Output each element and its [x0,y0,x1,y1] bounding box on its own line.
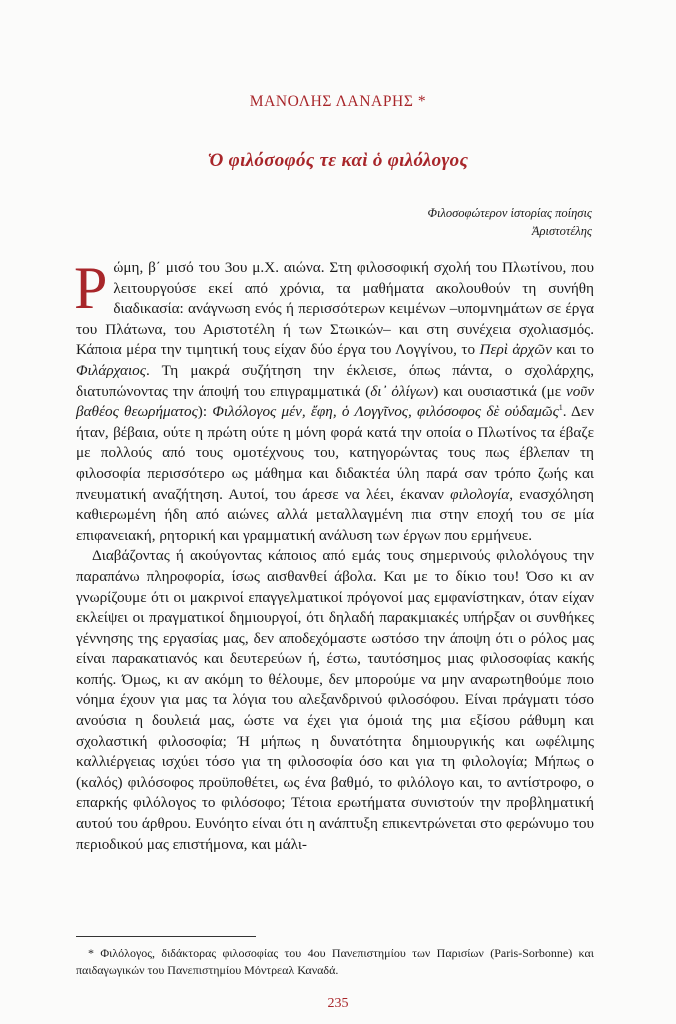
p1-italic-noun-batheos: νοῦν βαθέος θεωρήματος [76,382,594,421]
p1-text-8: ): [197,403,213,421]
paragraph-2: Διαβάζοντας ή ακούγοντας κάποιος από εμάς τους σημερινούς φιλολόγους την παραπάνω πληροφορία, ίσως αισθανθεί άβολα. Και με το δίκιο του! Όσο κι αν γνωρίζουμε ότι οι μακρινοί επαγγελματικοί πρόγονοί μας εμφανίστηκαν, όταν είχαν εκλείψει οι πραγματικοί δημιουργοί, ότι δηλαδή παρακμιακές υπήρξαν οι συνθήκες γέννησης της εργασίας μας, δεν αποδεχόμαστε ωστόσο την άποψη ότι ο ρόλος μας είναι παρακατιανός και δευτερεύων ή, έστω, ταυτόσημος μιας φιλοσοφίας κακής κοπής. Όμως, κι αν ακόμη το θέλουμε, δεν μπορούμε να μην αναρωτηθούμε ποιο νόημα έχουν για μας τα λόγια του αλεξανδρινού φιλοσόφου. Είναι πράγματι τόσο ανούσια η δουλειά μας, ώστε να έχει για όμοιά της μια εξίσου ράθυμη και σχολαστική φιλοσοφία; Ή μήπως η δυνατότητα δημιουργικής και ωφέλιμης καλλιέργειας ισχύει τόσο για τη φιλοσοφία όσο και για τη φιλολογία; Μήπως ο (καλός) φιλόσοφος προϋποθέτει, ως ένα βαθμό, το φιλόλογο και, το αντίστροφο, ο επαρκής φιλόλογος το φιλόσοφο; Τέτοια ερωτήματα συνιστούν την προβληματική αυτού του άρθρου. Ευνόητο είναι ότι η ανάπτυξη επικεντρώνεται στο φερώνυμο του περιοδικού μας επιστήμονα, και μάλι- [76,547,594,853]
epigraph-attribution: Ἀριστοτέλης [531,224,592,238]
drop-cap: Ρ [74,255,108,321]
p1-italic-filarchaios: Φιλάρχαιος [76,361,146,379]
p1-italic-quote: Φιλόλογος μέν, ἔφη, ὁ Λογγῖνος, φιλόσοφος δὲ οὐδαμῶς [212,403,559,421]
epigraph [427,204,592,240]
footnote: * Φιλόλογος, διδάκτορας φιλοσοφίας του 4ου Πανεπιστημίου των Παρισίων (Paris-Sorbonne) και παιδαγωγικών του Πανεπιστημίου Μόντρεαλ Καναδά. [76,946,594,977]
p1-text-13: , ενασχόληση καθιερωμένη ήδη από αιώνες αλλά μεταλλαγμένη πια στην εποχή του σε μία επιφανειακή, ρητορική και γραμματική ανάλυση των έργων που ερμήνευε. [76,485,594,544]
paragraph-1 [74,255,594,546]
footnote-ref: 1 [558,403,563,413]
p1-text-6: ) και ουσιαστικά (με [433,382,566,400]
author-name: ΜΑΝΟΛΗΣ ΛΑΝΑΡΗΣ * [249,93,427,110]
article-title: Ὁ φιλόσοφός τε καὶ ὁ φιλόλογος [207,150,469,171]
p1-text-4: . Τη μακρά συζήτηση την έκλεισε, όπως πάντα, ο σχολάρχης, διατυπώνοντας την άποψή του επιγραμματικά ( [76,361,594,400]
page-number: 235 [327,996,349,1011]
body-text [74,255,594,855]
p1-text-0: ώμη, β΄ μισό του 3ου μ.Χ. αιώνα. Στη φιλοσοφική σχολή του Πλωτίνου, που λειτουργούσε εκεί από χρόνια, τα μαθήματα ακολουθούν τη συνήθη διαδικασία: ανάγνωση ενός ή περισσότερων κειμένων –υπομνημάτων σε έργα του Πλάτωνα, του Αριστοτέλη ή των Στωικών– και στη συνέχεια σχολιασμός. Κάποια μέρα την τιμητική τους είχαν δύο έργα του Λογγίνου, το [76,259,594,359]
p1-italic-filologia: φιλολογία [450,485,510,503]
p1-italic-peri-archon: Περὶ ἀρχῶν [479,341,552,359]
p1-text-11: . Δεν ήταν, βέβαια, ούτε η πρώτη ούτε η μόνη φορά κατά την οποία ο Πλωτίνος τα έβαζε με πολλούς από τους ομοτέχνους του, κατηγορώντας τους πως έβλεπαν τη φιλοσοφία περισσότερο ως μάθημα και διδακτέα ύλη παρά σαν τρόπο ζωής και πνευματική αναζήτηση. Αυτοί, του άρεσε να λέει, έκαναν [76,403,594,503]
p1-text-2: και το [551,341,594,359]
epigraph-quote: Φιλοσοφώτερον ἱστορίας ποίησις [427,206,592,220]
p1-italic-di-oligon: δι᾽ ὀλίγων [370,382,434,400]
footnote-divider [76,936,256,937]
